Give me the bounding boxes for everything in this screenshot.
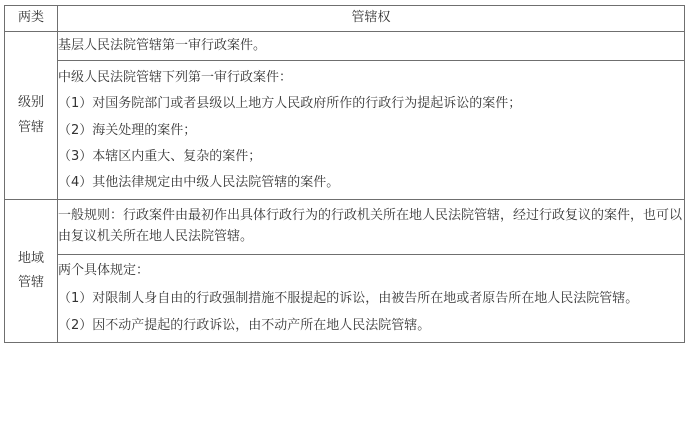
table-row [5, 254, 685, 342]
table-row [5, 200, 685, 255]
intermediate-item-4: （4）其他法律规定由中级人民法院管辖的案件。 [58, 175, 340, 190]
specific-item-1: （1）对限制人身自由的行政强制措施不服提起的诉讼，由被告所在地或者原告所在地人民法院管辖。 [58, 291, 639, 307]
level-label-line1: 级别 [17, 95, 44, 111]
table-row [5, 32, 685, 61]
level-jurisdiction-label [5, 32, 58, 200]
territory-label-line1: 地域 [17, 250, 44, 266]
jurisdiction-table [4, 5, 685, 343]
level-label-line2: 管辖 [17, 119, 44, 135]
specific-item-2: （2）因不动产提起的行政诉讼，由不动产所在地人民法院管辖。 [58, 317, 431, 333]
table-row [5, 61, 685, 200]
intermediate-item-1: （1）对国务院部门或者县级以上地方人民政府所作的行政行为提起诉讼的案件； [58, 96, 522, 112]
header-category: 两类 [5, 6, 58, 32]
header-jurisdiction: 管辖权 [58, 6, 685, 32]
territory-label-line2: 管辖 [17, 275, 44, 291]
specific-rules-cell [58, 254, 685, 342]
basic-court-cell: 基层人民法院管辖第一审行政案件。 [58, 32, 685, 61]
intermediate-court-cell [58, 61, 685, 200]
specific-title: 两个具体规定： [58, 262, 150, 278]
table-header-row [5, 6, 685, 32]
intermediate-item-2: （2）海关处理的案件； [58, 122, 197, 138]
intermediate-title: 中级人民法院管辖下列第一审行政案件： [58, 70, 293, 85]
general-rule-cell: 一般规则：行政案件由最初作出具体行政行为的行政机关所在地人民法院管辖，经过行政复议的案件，也可以由复议机关所在地人民法院管辖。 [58, 200, 685, 255]
territorial-jurisdiction-label [5, 200, 58, 343]
intermediate-item-3: （3）本辖区内重大、复杂的案件； [58, 148, 262, 164]
